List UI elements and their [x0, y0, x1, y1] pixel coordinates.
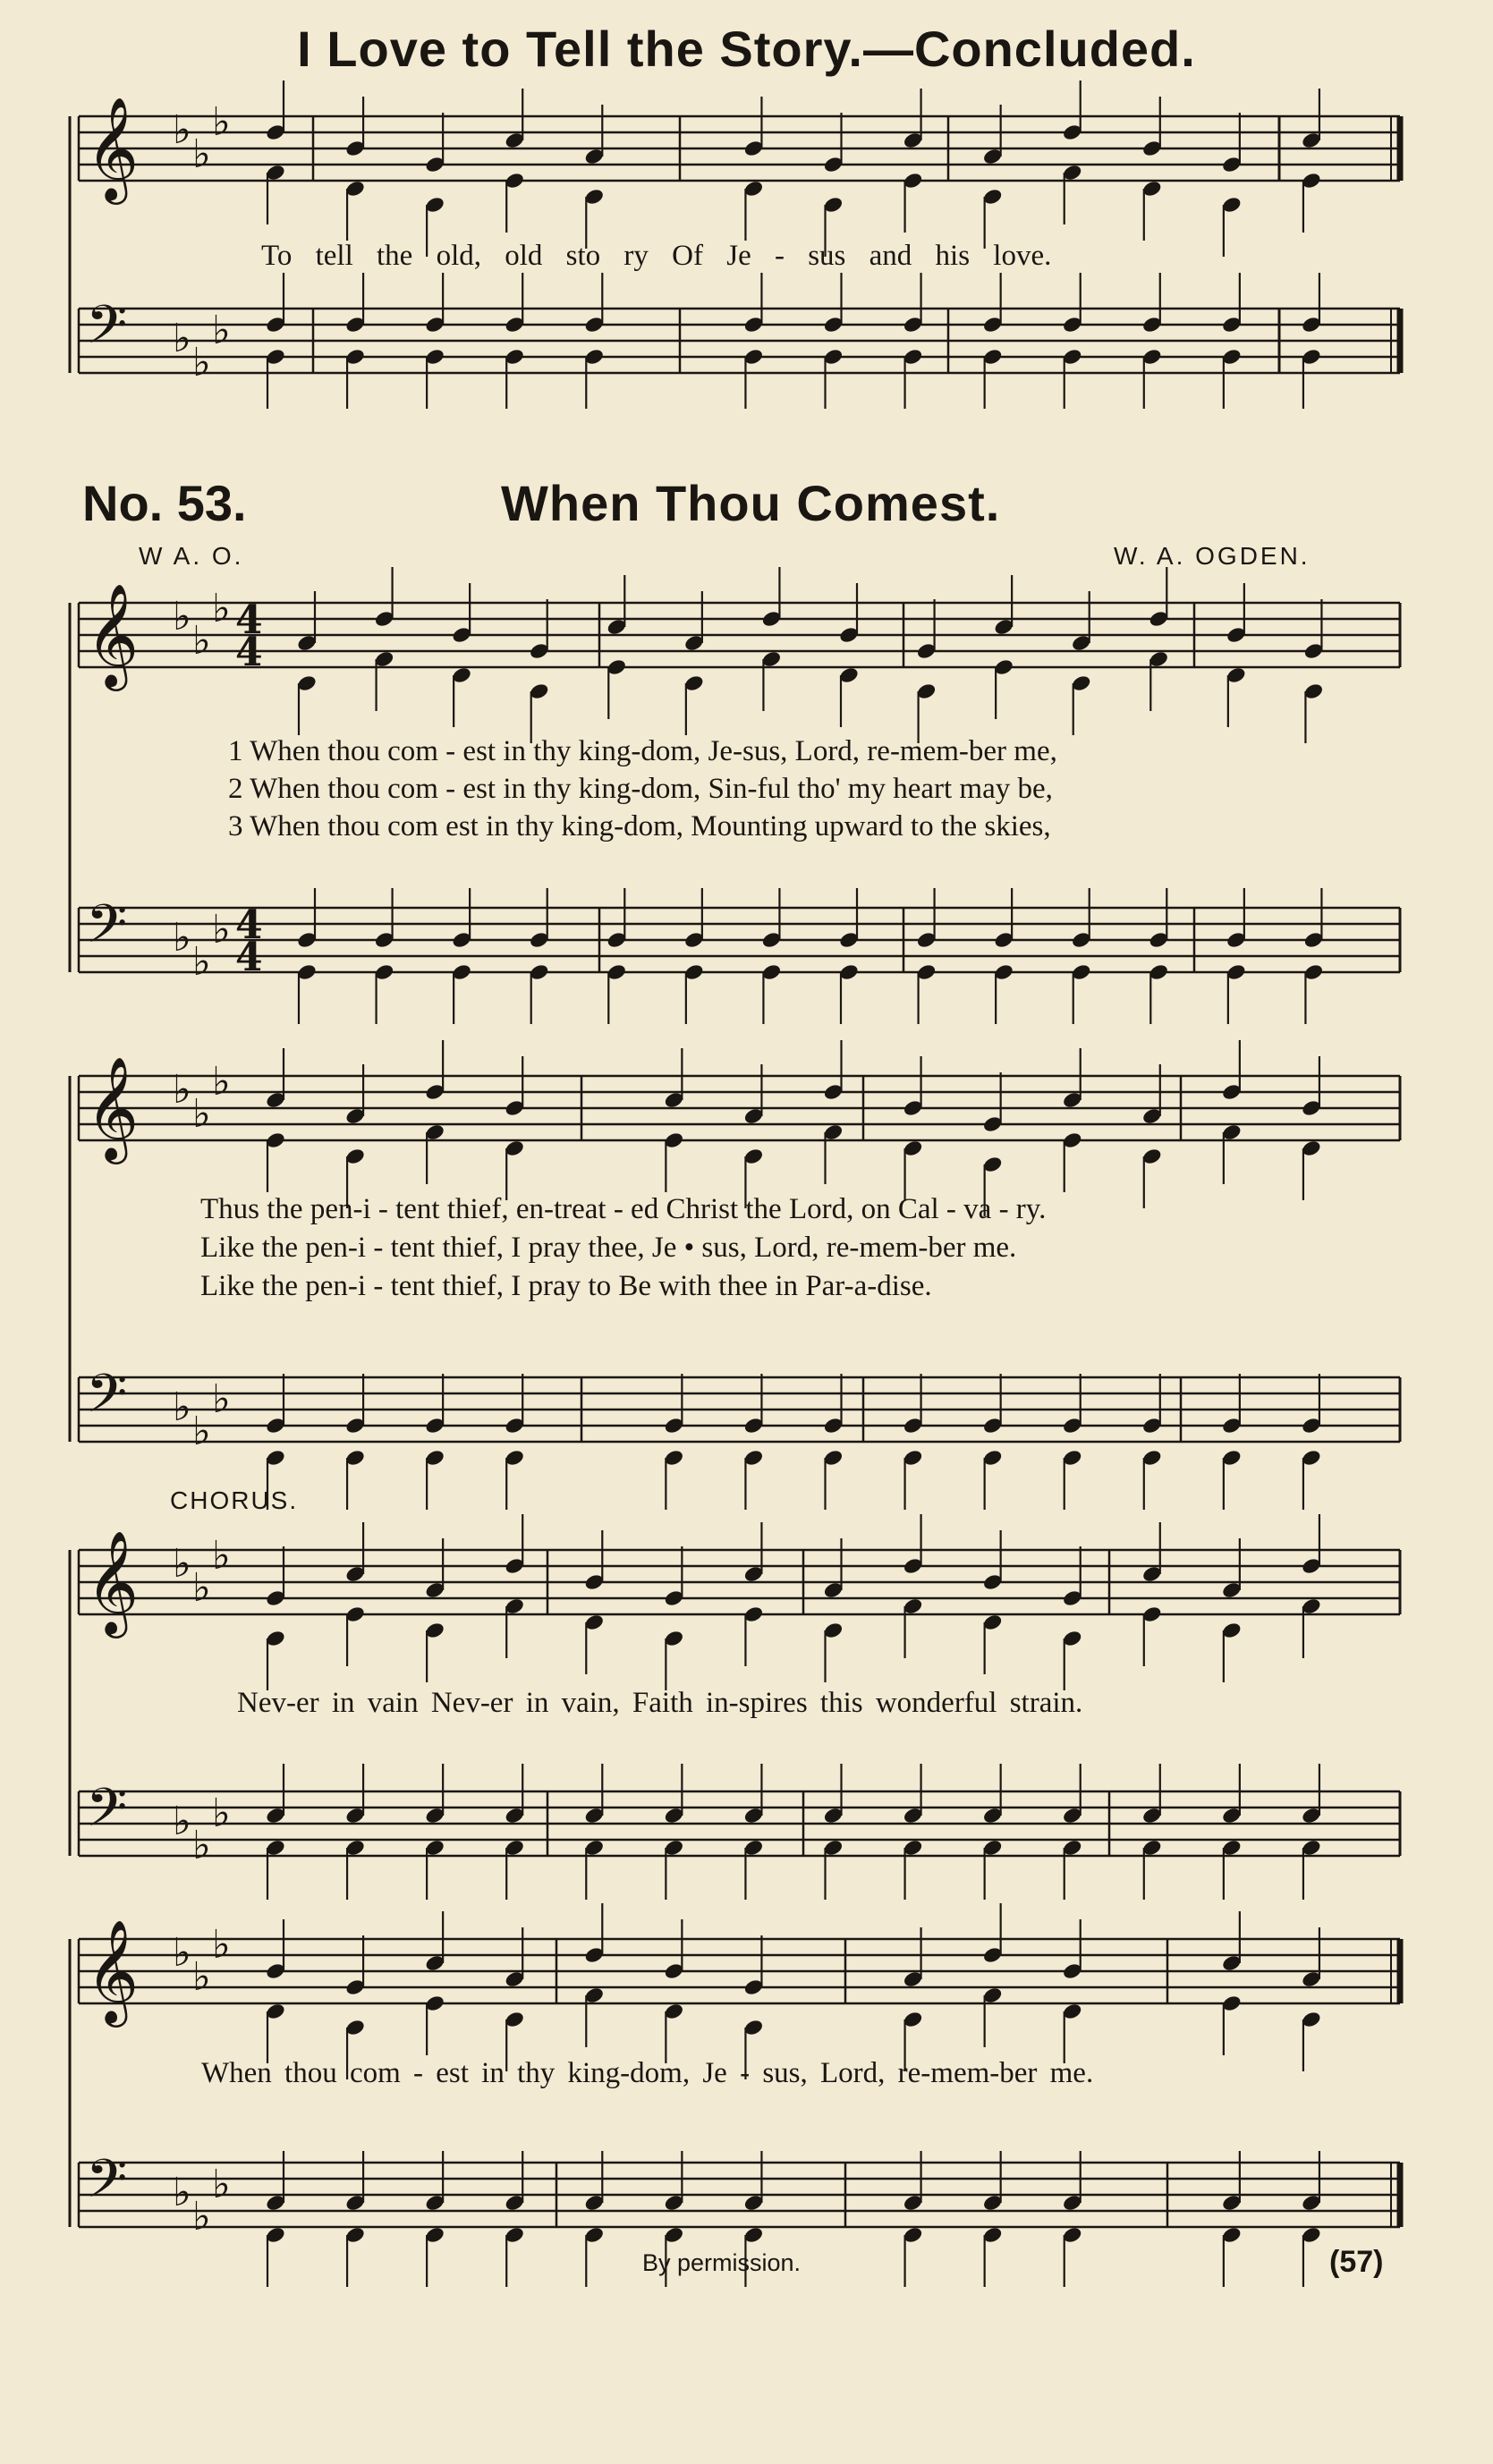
flat-sign: ♭ — [212, 1376, 231, 1422]
flat-sign: ♭ — [173, 316, 191, 361]
flat-sign: ♭ — [212, 1533, 231, 1579]
flat-sign: ♭ — [192, 340, 211, 385]
flat-sign: ♭ — [192, 1409, 211, 1454]
bass-clef: 𝄢 — [86, 293, 128, 368]
system-1-lyric-line: To tell the old, old sto ry Of Je - sus and his love. — [261, 240, 1052, 272]
flat-sign: ♭ — [173, 1930, 191, 1976]
flat-sign: ♭ — [173, 1799, 191, 1844]
flat-sign: ♭ — [173, 1067, 191, 1113]
words-credit: W A. O. — [139, 542, 244, 570]
system-3-verse-3: Like the pen-i - tent thief, I pray to Be with thee in Par-a-dise. — [200, 1270, 932, 1302]
time-signature: 4 — [235, 935, 263, 980]
flat-sign: ♭ — [192, 1091, 211, 1137]
bass-clef: 𝄢 — [86, 1776, 128, 1851]
flat-sign: ♭ — [173, 915, 191, 961]
time-signature: 4 — [235, 902, 263, 948]
flat-sign: ♭ — [173, 1384, 191, 1430]
treble-clef: 𝄞 — [86, 582, 140, 687]
system-5-lyric-line: When thou com - est in thy king-dom, Je - sus, Lord, re-mem-ber me. — [201, 2057, 1094, 2089]
flat-sign: ♭ — [173, 107, 191, 153]
treble-clef: 𝄞 — [86, 96, 140, 200]
time-signature: 4 — [235, 597, 263, 643]
bass-clef: 𝄢 — [86, 2147, 128, 2223]
flat-sign: ♭ — [192, 1823, 211, 1868]
bass-clef: 𝄢 — [86, 1362, 128, 1437]
flat-sign: ♭ — [192, 939, 211, 985]
music-credit: W. A. OGDEN. — [1114, 542, 1311, 570]
flat-sign: ♭ — [212, 2162, 231, 2207]
flat-sign: ♭ — [212, 1791, 231, 1836]
flat-sign: ♭ — [173, 1541, 191, 1587]
flat-sign: ♭ — [192, 1565, 211, 1611]
hymn-title: When Thou Comest. — [501, 475, 1001, 531]
hymn-number: No. 53. — [82, 475, 247, 531]
flat-sign: ♭ — [212, 99, 231, 145]
flat-sign: ♭ — [212, 586, 231, 631]
time-signature: 4 — [235, 630, 263, 675]
bass-clef: 𝄢 — [86, 893, 128, 968]
flat-sign: ♭ — [173, 594, 191, 639]
continued-hymn-title: I Love to Tell the Story.—Concluded. — [297, 21, 1196, 77]
flat-sign: ♭ — [212, 308, 231, 353]
system-3-verse-2: Like the pen-i - tent thief, I pray thee, Je • sus, Lord, re-mem-ber me. — [200, 1232, 1017, 1264]
flat-sign: ♭ — [173, 2170, 191, 2215]
treble-clef: 𝄞 — [86, 1529, 140, 1634]
system-2-verse-2: 2 When thou com - est in thy king-dom, Sin-ful tho' my heart may be, — [228, 773, 1053, 805]
flat-sign: ♭ — [192, 1954, 211, 2000]
permission-note: By permission. — [642, 2249, 802, 2276]
flat-sign: ♭ — [212, 907, 231, 953]
flat-sign: ♭ — [192, 2194, 211, 2240]
flat-sign: ♭ — [212, 1059, 231, 1105]
treble-clef: 𝄞 — [86, 1918, 140, 2023]
system-2-verse-1: 1 When thou com - est in thy king-dom, Je-sus, Lord, re-mem-ber me, — [228, 735, 1057, 767]
page-number: (57) — [1329, 2245, 1384, 2279]
system-2-verse-3: 3 When thou com est in thy king-dom, Mounting upward to the skies, — [228, 810, 1051, 843]
treble-clef: 𝄞 — [86, 1055, 140, 1160]
flat-sign: ♭ — [212, 1922, 231, 1968]
flat-sign: ♭ — [192, 131, 211, 177]
flat-sign: ♭ — [192, 618, 211, 664]
system-3-verse-1: Thus the pen-i - tent thief, en-treat - ed Christ the Lord, on Cal - va - ry. — [200, 1193, 1047, 1225]
system-4-lyric-line: Nev-er in vain Nev-er in vain, Faith in-spires this wonderful strain. — [237, 1687, 1083, 1719]
chorus-label: CHORUS. — [170, 1486, 299, 1514]
